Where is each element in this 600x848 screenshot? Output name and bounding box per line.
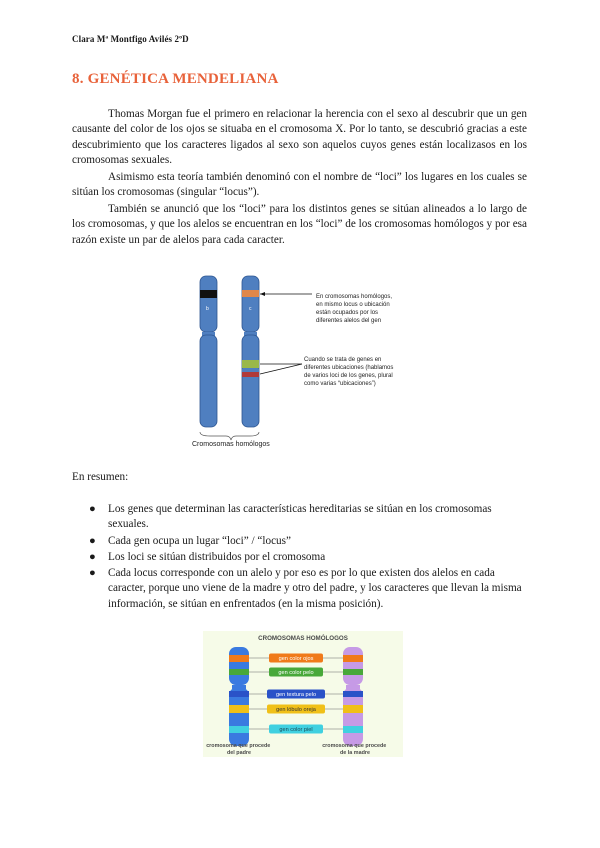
annotation-bottom-line: Cuando se trata de genes en xyxy=(304,357,382,363)
gene-label-text: gen color ojos xyxy=(278,656,314,662)
gene-label-hair-texture xyxy=(267,690,325,699)
annotation-bottom-line: diferentes ubicaciones (hablamos xyxy=(304,365,394,371)
figure-caption: Cromosomas homólogos xyxy=(192,441,270,448)
section-title: 8. GENÉTICA MENDELIANA xyxy=(72,71,279,87)
gene-loci-figure xyxy=(203,631,403,757)
caption-mother-line: de la madre xyxy=(340,750,370,756)
gene-label-text: gen color piel xyxy=(279,727,313,733)
bullet-icon: ● xyxy=(89,567,96,580)
paragraph-alleles: También se anunció que los “loci” para los distintos genes se sitúan alineados a lo largo de los cromosomas, y que los alelos se encuentran en los “loci” de los cromosomas homólogos y por esa razón existe un par de alelos para cada caracter. xyxy=(72,203,527,246)
gene-label-earlobe xyxy=(267,705,325,714)
list-item xyxy=(72,534,527,549)
annotation-top-line: En cromosomas homólogos, xyxy=(316,294,393,300)
gene-label-skin-color xyxy=(269,725,323,734)
list-item-text: Cada gen ocupa un lugar “loci” / “locus” xyxy=(108,534,291,547)
caption-mother-line: cromosoma que procede xyxy=(322,743,387,749)
bullet-icon: ● xyxy=(89,534,96,547)
chromosome-left-label: b xyxy=(206,306,209,312)
chromosome-mother xyxy=(343,647,363,746)
gene-label-text: gen textura pelo xyxy=(275,692,317,698)
gene-label-text: gen lóbulo oreja xyxy=(276,707,316,713)
homologous-chromosomes-figure xyxy=(190,270,420,450)
document-header: Clara Mª Montfigo Avilés 2ºD xyxy=(72,34,189,44)
paragraph-morgan: Thomas Morgan fue el primero en relacionar la herencia con el sexo al descubrir que un gen causante del color de los ojos se situaba en el cromosoma X. Por lo tanto, se descubrió gracias a este descubrimiento que los caracteres ligados al sexo son aquelos cuyos genes están localizasos en los cromosomas sexuales. xyxy=(72,108,527,166)
gene-label-eye-color xyxy=(269,654,323,663)
list-item-text: Los genes que determinan las características hereditarias se sitúan en los cromosomas sexuales. xyxy=(108,503,492,531)
list-item xyxy=(72,550,527,565)
bullet-icon: ● xyxy=(89,550,96,563)
list-item xyxy=(72,502,527,533)
paragraph-loci: Asimismo esta teoría también denominó con el nombre de “loci” los lugares en los cuales se sitúan los cromosomas (singular “locus”). xyxy=(72,171,527,199)
caption-father-line: del padre xyxy=(227,750,251,756)
list-item-text: Los loci se sitúan distribuidos por el cromosoma xyxy=(108,550,326,563)
list-item xyxy=(72,566,527,612)
chromosome-right-label: c xyxy=(249,306,252,312)
annotation-top-line: están ocupados por los xyxy=(316,310,379,316)
annotation-bottom-line: de varios loci de los genes, plural xyxy=(304,373,393,379)
summary-label: En resumen: xyxy=(72,471,129,483)
gene-label-text: gen color pelo xyxy=(278,670,314,676)
annotation-top-line: diferentes alelos del gen xyxy=(316,318,382,324)
chromosome-father xyxy=(229,647,249,746)
chromosome-right xyxy=(242,276,259,427)
list-item-text: Cada locus corresponde con un alelo y por eso es por lo que existen dos alelos en cada caracter, porque uno viene de la madre y otro del padre, y los caracteres que llevan la misma información, se sitúan en enfrentados (en la misma posición). xyxy=(108,567,522,610)
annotation-different-loci xyxy=(304,357,395,387)
bullet-icon: ● xyxy=(89,503,96,515)
annotation-same-locus xyxy=(316,294,394,324)
summary-list xyxy=(72,502,527,613)
chromosome-left xyxy=(200,276,217,427)
caption-father-line: cromosoma que procede xyxy=(206,743,271,749)
gene-label-hair-color xyxy=(269,668,323,677)
annotation-top-line: en mismo locus o ubicación xyxy=(316,302,390,308)
annotation-bottom-line: como varias “ubicaciones”) xyxy=(304,381,376,387)
figure2-title: CROMOSOMAS HOMÓLOGOS xyxy=(258,635,348,642)
